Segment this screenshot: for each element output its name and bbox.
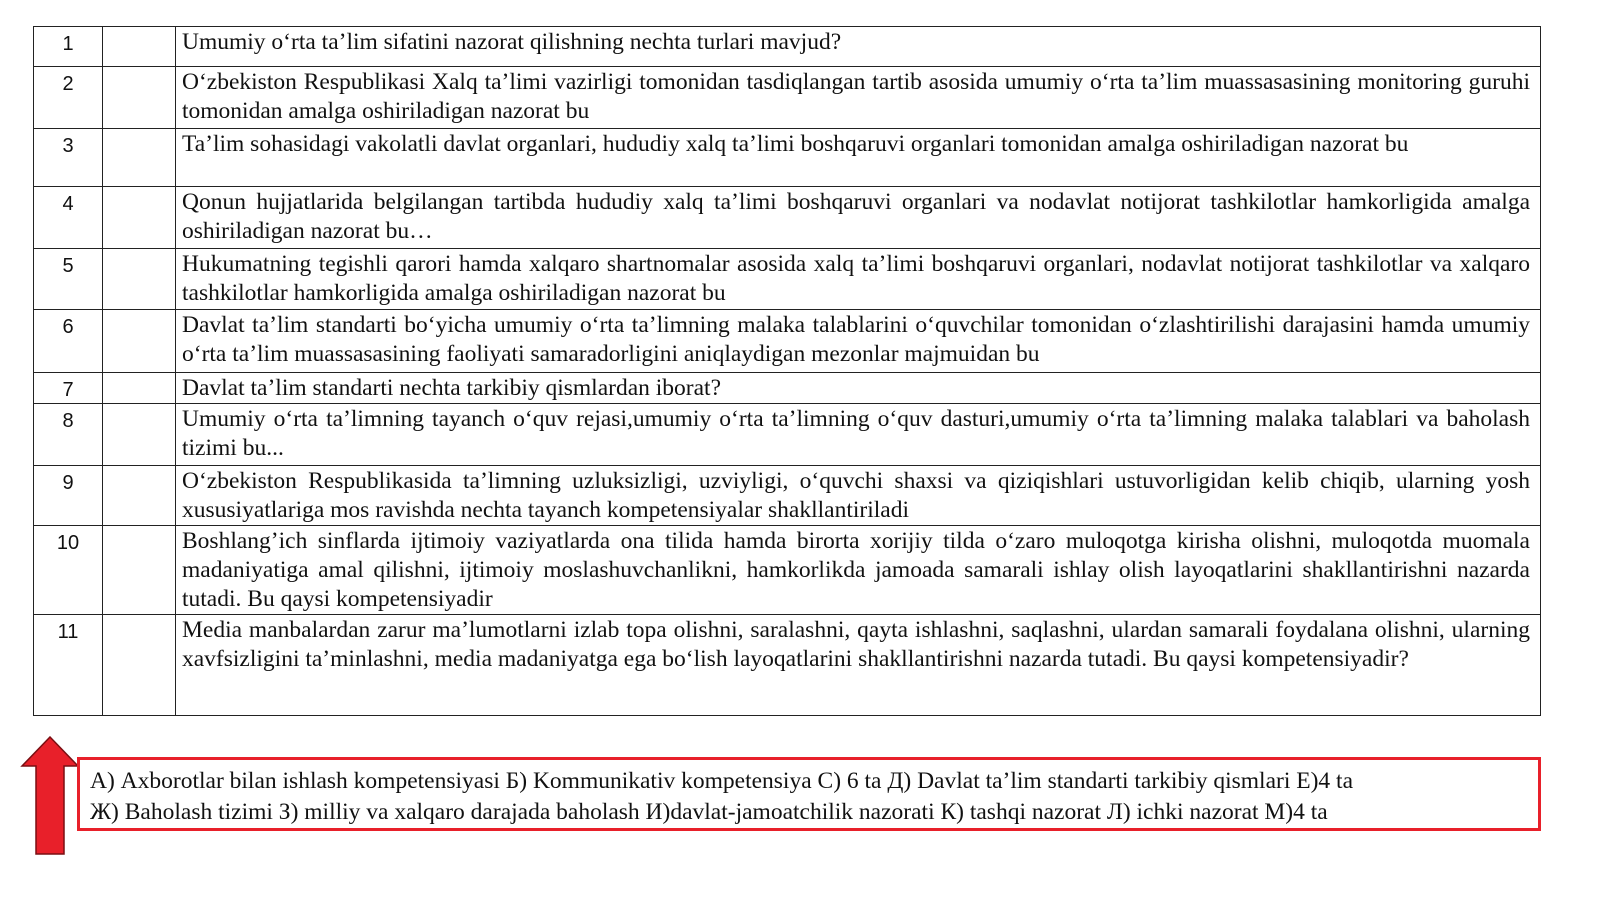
question-number: 4 [34, 187, 103, 249]
question-text: Umumiy o‘rta ta’lim sifatini nazorat qilishning nechta turlari mavjud? [176, 27, 1541, 67]
answer-cell[interactable] [103, 526, 176, 615]
answer-cell[interactable] [103, 67, 176, 129]
question-number: 11 [34, 615, 103, 716]
table-row [34, 129, 1541, 187]
question-text: Ta’lim sohasidagi vakolatli davlat organlari, hududiy xalq ta’limi boshqaruvi organlari tomonidan amalga oshiriladigan nazorat bu [176, 129, 1541, 187]
answer-cell[interactable] [103, 249, 176, 310]
table-row [34, 67, 1541, 129]
table-row [34, 27, 1541, 67]
question-text: Hukumatning tegishli qarori hamda xalqaro shartnomalar asosida xalq ta’limi boshqaruvi organlari, nodavlat notijorat tashkilotlar va xalqaro tashkilotlar hamkorligida amalga oshiriladigan nazorat bu [176, 249, 1541, 310]
question-number: 1 [34, 27, 103, 67]
questions-table [33, 26, 1541, 716]
answer-cell[interactable] [103, 615, 176, 716]
answer-options-line-2: Ж) Baholash tizimi З) milliy va xalqaro darajada baholash И)davlat-jamoatchilik nazorati К) tashqi nazorat Л) ichki nazorat М)4 ta [90, 799, 1328, 825]
question-text: Davlat ta’lim standarti nechta tarkibiy qismlardan iborat? [176, 373, 1541, 404]
question-number: 10 [34, 526, 103, 615]
table-row [34, 310, 1541, 373]
table-row [34, 526, 1541, 615]
question-number: 9 [34, 466, 103, 526]
up-arrow-icon [20, 736, 80, 856]
question-text: Media manbalardan zarur ma’lumotlarni izlab topa olishni, saralashni, qayta ishlashni, saqlashni, ulardan samarali foydalana olishni, ularning xavfsizligini ta’minlashni, media madaniyatga ega bo‘lish layoqatlarini shakllantirishni nazarda tutadi. Bu qaysi kompetensiyadir? [176, 615, 1541, 716]
question-text: O‘zbekiston Respublikasi Xalq ta’limi vazirligi tomonidan tasdiqlangan tartib asosida umumiy o‘rta ta’lim muassasasining monitoring guruhi tomonidan amalga oshiriladigan nazorat bu [176, 67, 1541, 129]
answer-cell[interactable] [103, 404, 176, 466]
questions-table-body [34, 27, 1541, 716]
answer-cell[interactable] [103, 27, 176, 67]
answer-cell[interactable] [103, 310, 176, 373]
question-number: 5 [34, 249, 103, 310]
question-text: Davlat ta’lim standarti bo‘yicha umumiy o‘rta ta’limning malaka talablarini o‘quvchilar tomonidan o‘zlashtirilishi darajasini hamda umumiy o‘rta ta’lim muassasasining faoliyati samaradorligini aniqlaydigan mezonlar majmuidan bu [176, 310, 1541, 373]
question-number: 2 [34, 67, 103, 129]
answer-options-box [77, 757, 1541, 831]
question-number: 6 [34, 310, 103, 373]
answer-options-line-1: А) Axborotlar bilan ishlash kompetensiyasi Б) Kommunikativ kompetensiya С) 6 ta Д) Davlat ta’lim standarti tarkibiy qismlari Е)4 ta [90, 768, 1354, 794]
answer-cell[interactable] [103, 373, 176, 404]
table-row [34, 187, 1541, 249]
question-text: Boshlang’ich sinflarda ijtimoiy vaziyatlarda ona tilida hamda birorta xorijiy tilda o‘zaro muloqotga kirisha olishni, muloqotda muomala madaniyatiga amal qilishni, ijtimoiy moslashuvchanlikni, hamkorlikda jamoada samarali ishlay olish layoqatlarini shakllantirishni nazarda tutadi. Bu qaysi kompetensiyadir [176, 526, 1541, 615]
table-row [34, 466, 1541, 526]
question-text: Umumiy o‘rta ta’limning tayanch o‘quv rejasi,umumiy o‘rta ta’limning o‘quv dasturi,umumiy o‘rta ta’limning malaka talablari va baholash tizimi bu... [176, 404, 1541, 466]
question-number: 8 [34, 404, 103, 466]
answer-cell[interactable] [103, 466, 176, 526]
table-row [34, 373, 1541, 404]
table-row [34, 404, 1541, 466]
table-row [34, 249, 1541, 310]
answer-cell[interactable] [103, 187, 176, 249]
question-text: O‘zbekiston Respublikasida ta’limning uzluksizligi, uzviyligi, o‘quvchi shaxsi va qiziqishlari ustuvorligidan kelib chiqib, ularning yosh xususiyatlariga mos ravishda nechta tayanch kompetensiyalar shakllantiriladi [176, 466, 1541, 526]
table-row [34, 615, 1541, 716]
question-number: 3 [34, 129, 103, 187]
question-number: 7 [34, 373, 103, 404]
answer-cell[interactable] [103, 129, 176, 187]
question-text: Qonun hujjatlarida belgilangan tartibda hududiy xalq ta’limi boshqaruvi organlari va nodavlat notijorat tashkilotlar hamkorligida amalga oshiriladigan nazorat bu… [176, 187, 1541, 249]
